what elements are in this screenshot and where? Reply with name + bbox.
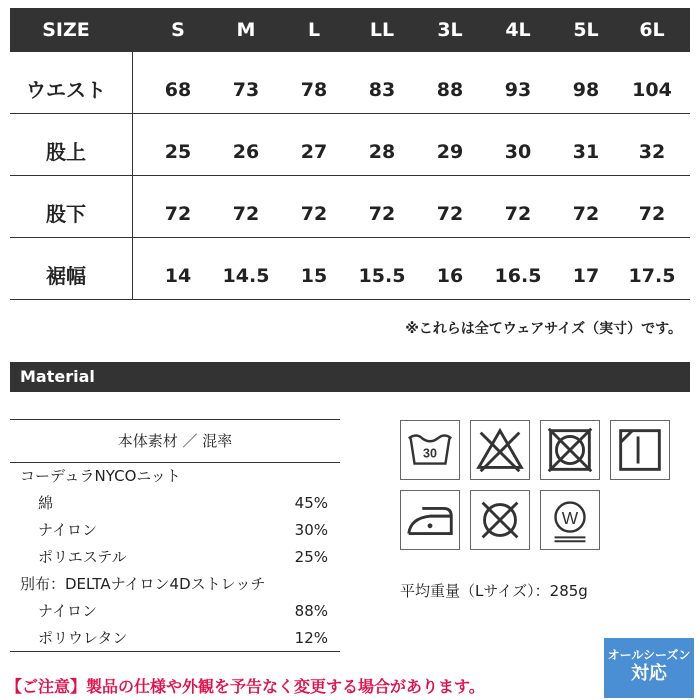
size-value: 15 bbox=[300, 265, 328, 287]
size-value: 72 bbox=[232, 203, 260, 225]
size-col-header: 5L bbox=[573, 19, 599, 41]
size-value: 17.5 bbox=[628, 265, 676, 287]
size-value: 72 bbox=[300, 203, 328, 225]
size-value: 72 bbox=[368, 203, 396, 225]
size-row-rise bbox=[10, 114, 690, 176]
material-percent: 30% bbox=[294, 521, 328, 539]
wash-30-icon bbox=[400, 420, 460, 480]
drip-dry-shade-icon bbox=[610, 420, 670, 480]
material-line bbox=[10, 490, 340, 517]
size-value: 15.5 bbox=[358, 265, 406, 287]
size-value: 72 bbox=[638, 203, 666, 225]
size-value: 17 bbox=[572, 265, 600, 287]
material-percent: 88% bbox=[294, 602, 328, 620]
size-col-header: L bbox=[307, 19, 321, 41]
material-percent: 12% bbox=[294, 629, 328, 647]
size-value: 93 bbox=[504, 79, 532, 101]
size-value: 72 bbox=[436, 203, 464, 225]
material-line bbox=[10, 517, 340, 544]
material-section-title: Material bbox=[20, 367, 95, 386]
all-season-badge bbox=[604, 638, 694, 698]
size-value: 14.5 bbox=[222, 265, 270, 287]
size-col-header: 6L bbox=[639, 19, 665, 41]
material-percent: 25% bbox=[294, 548, 328, 566]
material-table bbox=[10, 419, 340, 652]
no-bleach-icon bbox=[470, 420, 530, 480]
size-value: 78 bbox=[300, 79, 328, 101]
wet-clean-icon bbox=[540, 490, 600, 550]
size-header-label: SIZE bbox=[42, 19, 90, 41]
size-value: 16 bbox=[436, 265, 464, 287]
size-value: 88 bbox=[436, 79, 464, 101]
size-value: 31 bbox=[572, 141, 600, 163]
size-value: 72 bbox=[504, 203, 532, 225]
row-label: 股上 bbox=[46, 140, 86, 164]
size-row-inseam bbox=[10, 176, 690, 238]
row-label: ウエスト bbox=[26, 78, 106, 102]
badge-line-1: オールシーズン bbox=[607, 648, 691, 662]
material-name: ナイロン bbox=[38, 521, 97, 539]
size-row-hem-width bbox=[10, 238, 690, 300]
size-value: 25 bbox=[164, 141, 192, 163]
material-name: 綿 bbox=[38, 494, 54, 512]
material-section-bar bbox=[10, 362, 690, 392]
size-value: 98 bbox=[572, 79, 600, 101]
size-value: 72 bbox=[164, 203, 192, 225]
material-name: コーデュラNYCOニット bbox=[20, 467, 181, 485]
size-col-header: 4L bbox=[505, 19, 531, 41]
material-line bbox=[10, 571, 340, 598]
row-label: 裾幅 bbox=[46, 264, 86, 288]
material-line bbox=[10, 625, 340, 652]
size-row-waist bbox=[10, 52, 690, 114]
size-col-header: 3L bbox=[437, 19, 463, 41]
material-name: ポリエステル bbox=[38, 548, 127, 566]
material-name: ナイロン bbox=[38, 602, 97, 620]
size-col-header: M bbox=[236, 19, 256, 41]
size-col-header: LL bbox=[369, 19, 395, 41]
size-value: 73 bbox=[232, 79, 260, 101]
size-table-header bbox=[10, 8, 690, 52]
iron-low-icon bbox=[400, 490, 460, 550]
size-value: 30 bbox=[504, 141, 532, 163]
size-note: ※これらは全てウェアサイズ（実寸）です。 bbox=[405, 321, 682, 337]
material-line bbox=[10, 544, 340, 571]
average-weight: 平均重量（Lサイズ）：285g bbox=[400, 582, 588, 600]
size-value: 29 bbox=[436, 141, 464, 163]
wet-clean-letter: W bbox=[561, 507, 579, 528]
notice-text: 【ご注意】製品の仕様や外観を予告なく変更する場合があります。 bbox=[6, 677, 485, 696]
size-value: 14 bbox=[164, 265, 192, 287]
care-icons bbox=[400, 420, 670, 560]
badge-line-2: 対応 bbox=[631, 663, 667, 684]
size-value: 28 bbox=[368, 141, 396, 163]
material-line bbox=[10, 463, 340, 490]
size-value: 16.5 bbox=[494, 265, 542, 287]
size-value: 104 bbox=[632, 79, 672, 101]
material-line bbox=[10, 598, 340, 625]
wash-temp-text: 30 bbox=[423, 446, 437, 461]
material-percent: 45% bbox=[294, 494, 328, 512]
size-table-body bbox=[10, 52, 690, 300]
size-value: 32 bbox=[638, 141, 666, 163]
no-tumble-dry-icon bbox=[540, 420, 600, 480]
size-value: 68 bbox=[164, 79, 192, 101]
no-dry-clean-icon bbox=[470, 490, 530, 550]
material-name: 別布：DELTAナイロン4Dストレッチ bbox=[20, 575, 266, 593]
row-label: 股下 bbox=[46, 202, 86, 226]
size-value: 83 bbox=[368, 79, 396, 101]
material-name: ポリウレタン bbox=[38, 629, 128, 647]
size-value: 72 bbox=[572, 203, 600, 225]
size-col-header: S bbox=[171, 19, 185, 41]
material-table-header: 本体素材 ／ 混率 bbox=[10, 419, 340, 463]
size-value: 27 bbox=[300, 141, 328, 163]
size-value: 26 bbox=[232, 141, 260, 163]
